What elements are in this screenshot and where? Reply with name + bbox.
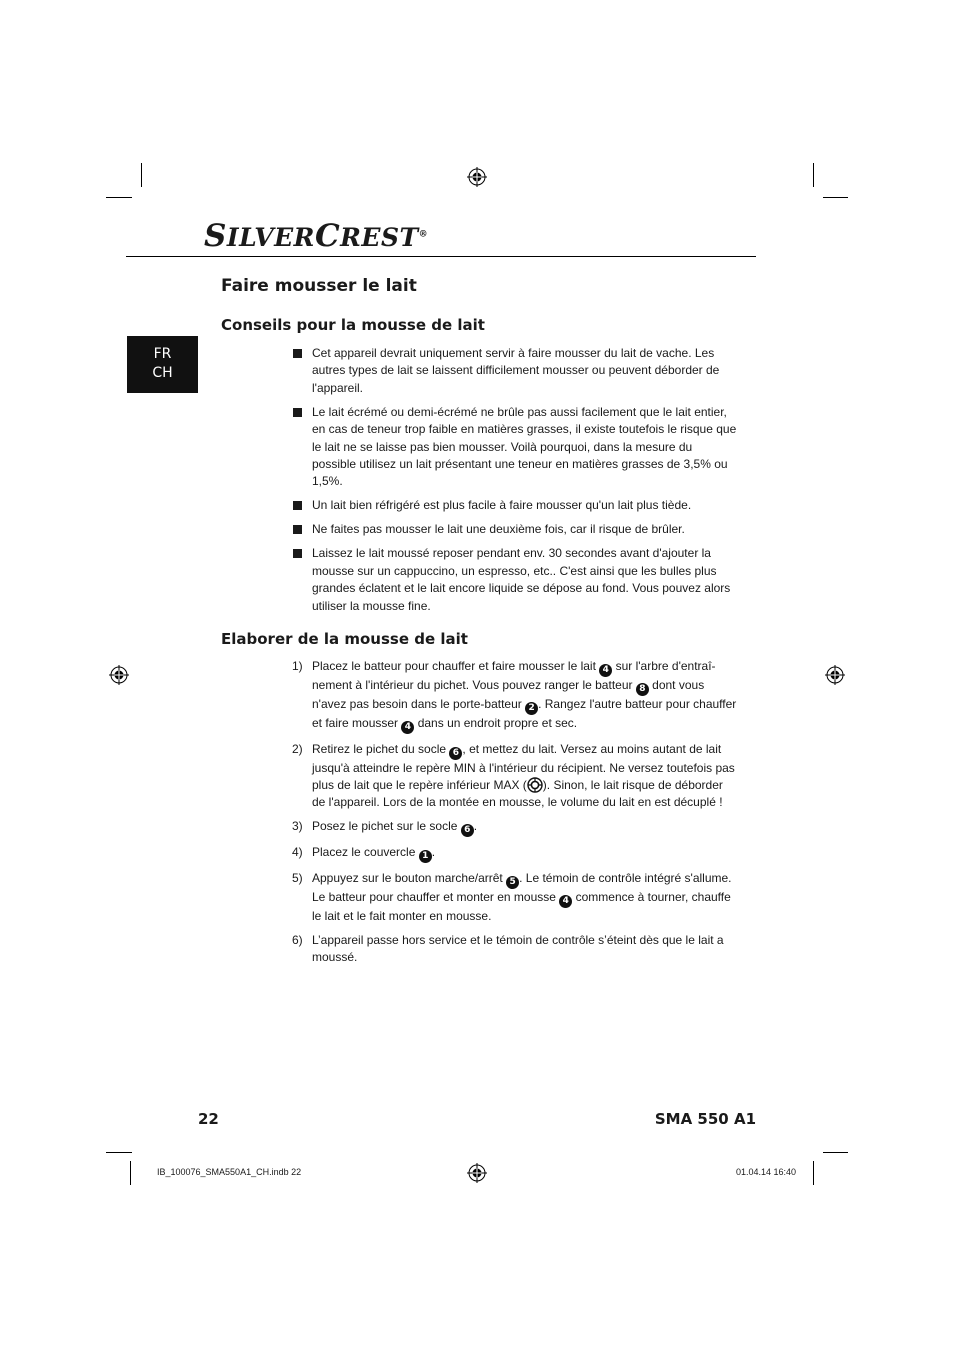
step-number: 6) bbox=[292, 932, 303, 947]
model-number: SMA 550 A1 bbox=[654, 1110, 756, 1128]
list-item bbox=[292, 521, 737, 538]
list-item bbox=[292, 497, 737, 514]
page-title: Faire mousser le lait bbox=[221, 276, 417, 296]
language-tab-line1: FR bbox=[153, 346, 172, 362]
step-number: 1) bbox=[292, 659, 303, 673]
step-text: Placez le batteur pour chauffer et faire mousser le lait bbox=[312, 659, 600, 673]
registration-target-icon bbox=[467, 167, 487, 187]
print-slug-file: IB_100076_SMA550A1_CH.indb 22 bbox=[157, 1167, 302, 1177]
bullet-square-icon bbox=[293, 408, 302, 417]
language-tab-line2: CH bbox=[152, 365, 173, 381]
crop-mark bbox=[813, 1161, 814, 1185]
step-number: 3) bbox=[292, 819, 303, 834]
crop-mark bbox=[130, 1161, 131, 1185]
bullet-square-icon bbox=[293, 501, 302, 510]
steps-list bbox=[292, 658, 737, 973]
registration-target-icon bbox=[109, 665, 129, 685]
bullet-square-icon bbox=[293, 549, 302, 558]
list-item bbox=[292, 404, 737, 491]
step-number: 5) bbox=[292, 870, 303, 885]
list-item-text: Un lait bien réfrigéré est plus facile à faire mousser qu'un lait plus tiède. bbox=[312, 498, 692, 513]
part-number-badge: 5 bbox=[506, 876, 519, 889]
part-number-badge: 8 bbox=[636, 683, 649, 696]
part-number-badge: 6 bbox=[449, 747, 462, 760]
step-text: Appuyez sur le bouton marche/arrêt bbox=[312, 870, 507, 885]
step-text: . Le témoin de contrôle intégré s'allume. Le batteur pour chauffer et monter en mousse bbox=[312, 870, 732, 904]
part-number-badge: 4 bbox=[599, 664, 612, 677]
step-text: . bbox=[431, 845, 436, 859]
step-item bbox=[292, 741, 737, 812]
step-text: commence à tourner, chauffe le lait et le fait monter en mousse. bbox=[312, 889, 731, 923]
page-number: 22 bbox=[198, 1110, 219, 1128]
step-text: . Rangez l'autre batteur pour chauffer et faire mousser bbox=[312, 697, 737, 730]
max-mark-icon bbox=[527, 777, 543, 793]
list-item-text: Cet appareil devrait uniquement servir à faire mousser du lait de vache. Les autres types de lait se laissent difficilement mousser ou peuvent déborder de l'appareil. bbox=[312, 346, 720, 395]
brand-logo: SILVERCREST® bbox=[204, 218, 429, 254]
part-number-badge: 4 bbox=[559, 895, 572, 908]
step-text: dont vous n'avez pas besoin dans le porte-batteur bbox=[312, 678, 705, 711]
crop-mark bbox=[823, 1152, 848, 1153]
part-number-badge: 2 bbox=[525, 702, 538, 715]
step-text: Placez le couvercle bbox=[312, 845, 419, 859]
step-number: 2) bbox=[292, 741, 303, 756]
list-item-text: Le lait écrémé ou demi-écrémé ne brûle pas aussi facilement que le lait entier, en cas de teneur trop faible en matières grasses, il existe toutefois le risque que le lait ne se laisse pas bien mousser. Voilà pourquoi, dans la mesure du possible utilisez un lait présentant une teneur en matières grasses de 3,5% ou 1,5%. bbox=[312, 404, 737, 489]
section-title-instructions: Elaborer de la mousse de lait bbox=[221, 630, 468, 648]
list-item bbox=[292, 545, 737, 615]
step-text: . bbox=[473, 819, 478, 834]
step-item bbox=[292, 932, 737, 967]
part-number-badge: 6 bbox=[461, 824, 474, 837]
registration-target-icon bbox=[467, 1163, 487, 1183]
step-text: Retirez le pichet du socle bbox=[312, 741, 450, 756]
part-number-badge: 1 bbox=[419, 850, 432, 863]
bullet-square-icon bbox=[293, 525, 302, 534]
print-slug-date: 01.04.14 16:40 bbox=[736, 1167, 797, 1177]
step-text: , et mettez du lait. Versez au moins autant de lait jusqu'à atteindre le repère MIN à l'intérieur du récipient. Ne versez toutefois pas plus de lait que le repère inférieur MAX ( bbox=[312, 741, 735, 792]
registration-target-icon bbox=[825, 665, 845, 685]
part-number-badge: 4 bbox=[401, 721, 414, 734]
header-rule bbox=[126, 256, 756, 257]
crop-mark bbox=[823, 197, 848, 198]
bullet-square-icon bbox=[293, 349, 302, 358]
tips-list bbox=[292, 345, 737, 622]
list-item-text: Laissez le lait moussé reposer pendant env. 30 secondes avant d'ajouter la mousse sur un cappuccino, un espresso, etc.. C'est ainsi que les bulles plus grandes éclatent et le lait encore liquide se dépose au fond. Vous pouvez alors utiliser la mousse fine. bbox=[312, 546, 731, 613]
section-title-tips: Conseils pour la mousse de lait bbox=[221, 316, 485, 334]
crop-mark bbox=[141, 163, 142, 187]
step-number: 4) bbox=[292, 845, 303, 859]
step-text: ). Sinon, le lait risque de déborder de l'appareil. Lors de la montée en mousse, le volume du lait en est décuplé ! bbox=[312, 778, 723, 810]
step-item bbox=[292, 844, 737, 863]
step-text: L’appareil passe hors service et le témoin de contrôle s’éteint dès que le lait a moussé. bbox=[312, 932, 724, 964]
step-item bbox=[292, 658, 737, 734]
crop-mark bbox=[106, 1152, 132, 1153]
language-tab bbox=[127, 336, 198, 393]
step-item bbox=[292, 818, 737, 837]
crop-mark bbox=[106, 197, 132, 198]
step-text: Posez le pichet sur le socle bbox=[312, 819, 461, 834]
step-item bbox=[292, 870, 737, 925]
list-item-text: Ne faites pas mousser le lait une deuxième fois, car il risque de brûler. bbox=[312, 522, 685, 537]
step-text: sur l'arbre d'entraî-nement à l'intérieur du pichet. Vous pouvez ranger le batteur bbox=[312, 659, 716, 692]
crop-mark bbox=[813, 163, 814, 187]
list-item bbox=[292, 345, 737, 397]
step-text: dans un endroit propre et sec. bbox=[414, 716, 578, 730]
